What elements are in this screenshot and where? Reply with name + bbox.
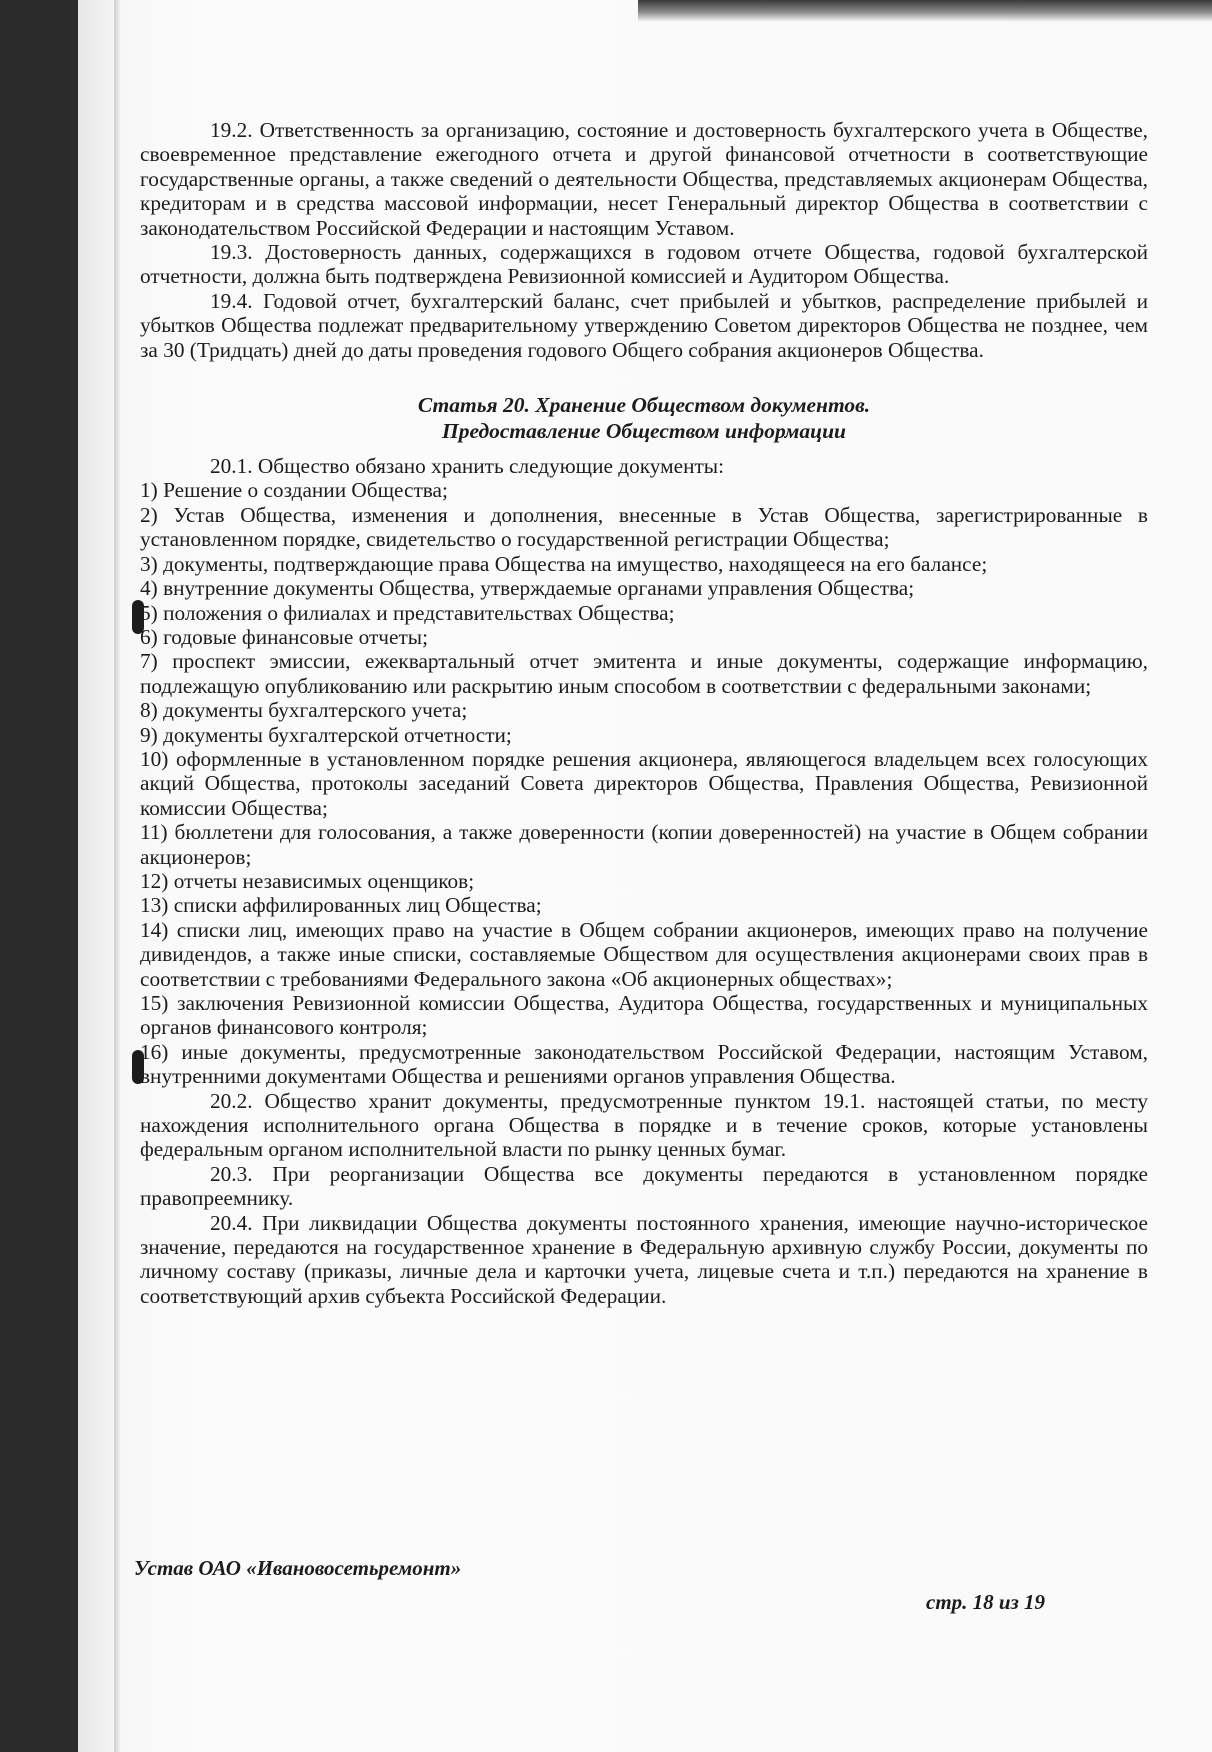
paragraph-19-3: 19.3. Достоверность данных, содержащихся в годовом отчете Общества, годовой бухгалтерской отчетности, должна быть подтверждена Ревизионной комиссией и Аудитором Общества.: [140, 240, 1148, 289]
list-item: 3) документы, подтверждающие права Общества на имущество, находящееся на его балансе;: [140, 551, 988, 576]
list-item: 4) внутренние документы Общества, утверждаемые органами управления Общества;: [140, 576, 915, 601]
paragraph-20-2: 20.2. Общество хранит документы, предусмотренные пунктом 19.1. настоящей статьи, по месту нахождения исполнительного органа Общества в порядке и в течение сроков, которые установлены федеральным органом исполнительной власти по рынку ценных бумаг.: [140, 1088, 1148, 1162]
list-item: 14) списки лиц, имеющих право на участие в Общем собрании акционеров, имеющих право на получение дивидендов, а также иные списки, составляемые Обществом для осуществления акционерами своих прав в соответствии с требованиями Федерального закона «Об акционерных обществах»;: [140, 917, 1148, 991]
scan-shadow: [638, 0, 1212, 22]
list-item: 1) Решение о создании Общества;: [140, 478, 448, 503]
footer-page-number: стр. 18 из 19: [926, 1590, 1046, 1614]
list-item: 12) отчеты независимых оценщиков;: [140, 868, 475, 893]
list-item: 8) документы бухгалтерского учета;: [140, 698, 468, 723]
paragraph-19-4: 19.4. Годовой отчет, бухгалтерский баланс, счет прибылей и убытков, распределение прибылей и убытков Общества подлежат предварительному утверждению Советом директоров Общества не позднее, чем за 30 (Тридцать) дней до даты проведения годового Общего собрания акционеров Общества.: [140, 288, 1148, 362]
list-item: 10) оформленные в установленном порядке решения акционера, являющегося владельцем всех голосующих акций Общества, протоколы заседаний Совета директоров Общества, Правления Общества, Ревизионной комиссии Общества;: [140, 746, 1148, 820]
document-list: [140, 478, 1148, 1088]
article-title-line-2: Предоставление Обществом информации: [441, 419, 847, 444]
list-item: 2) Устав Общества, изменения и дополнения, внесенные в Устав Общества, зарегистрированные в установленном порядке, свидетельство о государственной регистрации Общества;: [140, 502, 1148, 552]
document-body: [140, 118, 1148, 1308]
list-item: 16) иные документы, предусмотренные законодательством Российской Федерации, настоящим Уставом, внутренними документами Общества и решениями органов управления Общества.: [140, 1039, 1148, 1089]
article-title-line-1: Статья 20. Хранение Обществом документов.: [417, 393, 871, 418]
footer-document-name: Устав ОАО «Ивановосетьремонт»: [134, 1556, 462, 1580]
page-edge: [114, 0, 120, 1752]
paragraph-20-3: 20.3. При реорганизации Общества все документы передаются в установленном порядке правопреемнику.: [140, 1161, 1148, 1211]
paragraph-19-2: 19.2. Ответственность за организацию, состояние и достоверность бухгалтерского учета в Обществе, своевременное представление ежегодного отчета и другой финансовой отчетности в соответствующие государственные органы, а также сведений о деятельности Общества, представляемых акционерам Общества, кредиторам и в средства массовой информации, несет Генеральный директор Общества в соответствии с законодательством Российской Федерации и настоящим Уставом.: [140, 118, 1148, 240]
paragraph-20-4: 20.4. При ликвидации Общества документы постоянного хранения, имеющие научно-историческое значение, передаются на государственное хранение в Федеральную архивную службу России, документы по личному составу (приказы, личные дела и карточки учета, лицевые счета и т.п.) передаются на хранение в соответствующий архив субъекта Российской Федерации.: [140, 1210, 1148, 1308]
list-item: 7) проспект эмиссии, ежеквартальный отчет эмитента и иные документы, содержащие информацию, подлежащую опубликованию или раскрытию иным способом в соответствии с федеральными законами;: [140, 649, 1148, 698]
list-item: 11) бюллетени для голосования, а также доверенности (копии доверенностей) на участие в Общем собрании акционеров;: [140, 820, 1148, 869]
list-item: 9) документы бухгалтерской отчетности;: [140, 722, 512, 747]
article-20-title: [140, 392, 1148, 444]
list-item: 13) списки аффилированных лиц Общества;: [140, 893, 542, 918]
list-item: 5) положения о филиалах и представительствах Общества;: [140, 600, 675, 625]
list-item: 15) заключения Ревизионной комиссии Общества, Аудитора Общества, государственных и муниципальных органов финансового контроля;: [140, 991, 1148, 1040]
list-item: 6) годовые финансовые отчеты;: [140, 624, 428, 649]
paragraph-20-1: 20.1. Общество обязано хранить следующие документы:: [210, 454, 725, 479]
